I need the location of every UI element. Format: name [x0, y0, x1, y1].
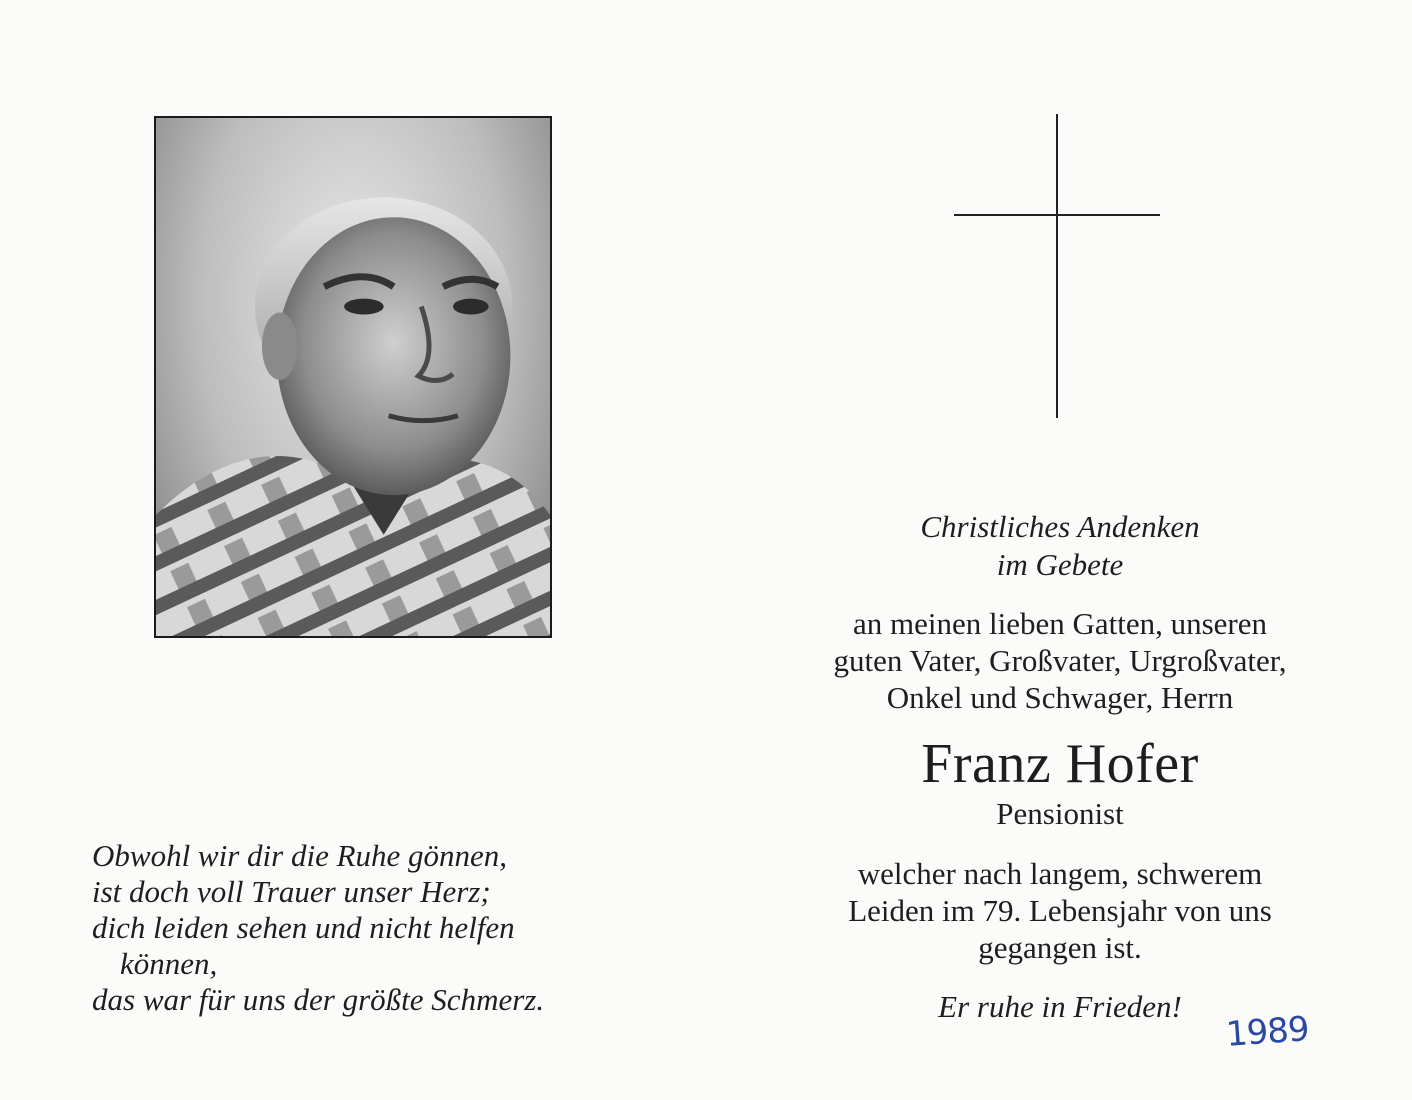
- memorial-heading: [780, 508, 1340, 584]
- deceased-occupation: Pensionist: [996, 796, 1124, 831]
- poem-line: können,: [120, 946, 218, 981]
- dedication-text: [780, 605, 1340, 716]
- dedication-line: guten Vater, Großvater, Urgroßvater,: [833, 643, 1287, 678]
- heading-line: Christliches Andenken: [920, 509, 1200, 544]
- portrait-image: [156, 118, 550, 636]
- cross-symbol: [954, 114, 1160, 418]
- passing-line: welcher nach langem, schwerem: [857, 856, 1263, 891]
- heading-line: im Gebete: [996, 547, 1124, 582]
- passing-text: [780, 855, 1340, 966]
- poem-line: ist doch voll Trauer unser Herz;: [92, 874, 491, 909]
- dedication-line: Onkel und Schwager, Herrn: [886, 680, 1234, 715]
- closing-blessing: Er ruhe in Frieden!: [938, 989, 1182, 1024]
- poem-line: Obwohl wir dir die Ruhe gönnen,: [92, 838, 508, 873]
- cross-horizontal-bar: [954, 214, 1160, 216]
- cross-vertical-bar: [1056, 114, 1058, 418]
- passing-line: Leiden im 79. Lebensjahr von uns: [848, 893, 1272, 928]
- passing-line: gegangen ist.: [978, 930, 1142, 965]
- poem-line: dich leiden sehen und nicht helfen: [92, 910, 515, 945]
- portrait-photo: [154, 116, 552, 638]
- poem-line: das war für uns der größte Schmerz.: [92, 982, 545, 1017]
- handwritten-year: 1989: [1224, 1009, 1310, 1055]
- memorial-poem: [92, 838, 692, 1018]
- deceased-name: Franz Hofer: [921, 733, 1199, 795]
- dedication-line: an meinen lieben Gatten, unseren: [852, 606, 1268, 641]
